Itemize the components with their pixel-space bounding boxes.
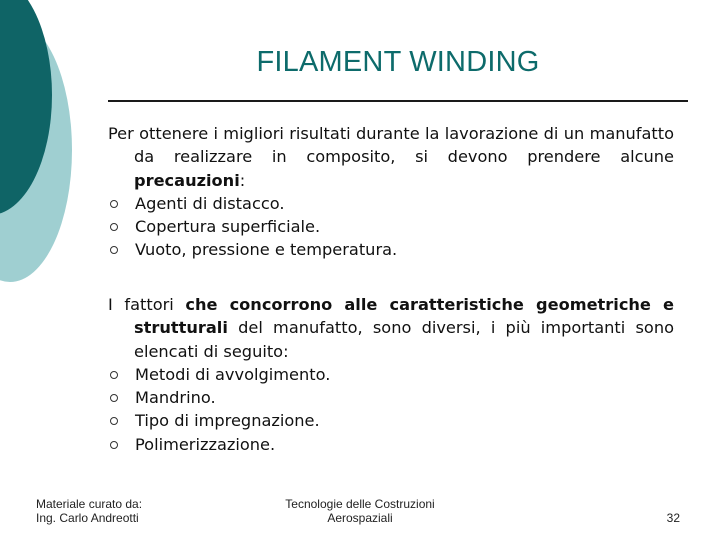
title-underline (108, 100, 688, 102)
bullet-circle-icon (110, 223, 118, 231)
bullet-circle-icon (110, 246, 118, 254)
list-item: Mandrino. (108, 386, 674, 409)
slide-decoration (0, 0, 80, 300)
section-precauzioni (108, 122, 674, 262)
list-item: Metodi di avvolgimento. (108, 363, 674, 386)
section2-intro: I fattori che concorrono alle caratteristiche geometriche e strutturali del manufatto, sono diversi, i più importanti sono elencati di seguito: (108, 295, 674, 361)
bullet-circle-icon (110, 200, 118, 208)
list-item: Copertura superficiale. (108, 215, 674, 238)
bullet-circle-icon (110, 417, 118, 425)
page-number: 32 (666, 511, 680, 525)
bullet-circle-icon (110, 441, 118, 449)
bullet-circle-icon (110, 371, 118, 379)
footer-course: Tecnologie delle Costruzioni Aerospaziali (285, 497, 435, 525)
bullet-circle-icon (110, 394, 118, 402)
section1-intro: Per ottenere i migliori risultati durante la lavorazione di un manufatto da realizzare in composito, si devono prendere alcune precauzioni: (108, 124, 674, 190)
section-fattori (108, 293, 674, 456)
list-item: Tipo di impregnazione. (108, 409, 674, 432)
slide-title: FILAMENT WINDING (256, 46, 540, 78)
list-item: Vuoto, pressione e temperatura. (108, 238, 674, 261)
list-item: Agenti di distacco. (108, 192, 674, 215)
footer-author: Materiale curato da: Ing. Carlo Andreotti (36, 497, 143, 525)
list-item: Polimerizzazione. (108, 433, 674, 456)
